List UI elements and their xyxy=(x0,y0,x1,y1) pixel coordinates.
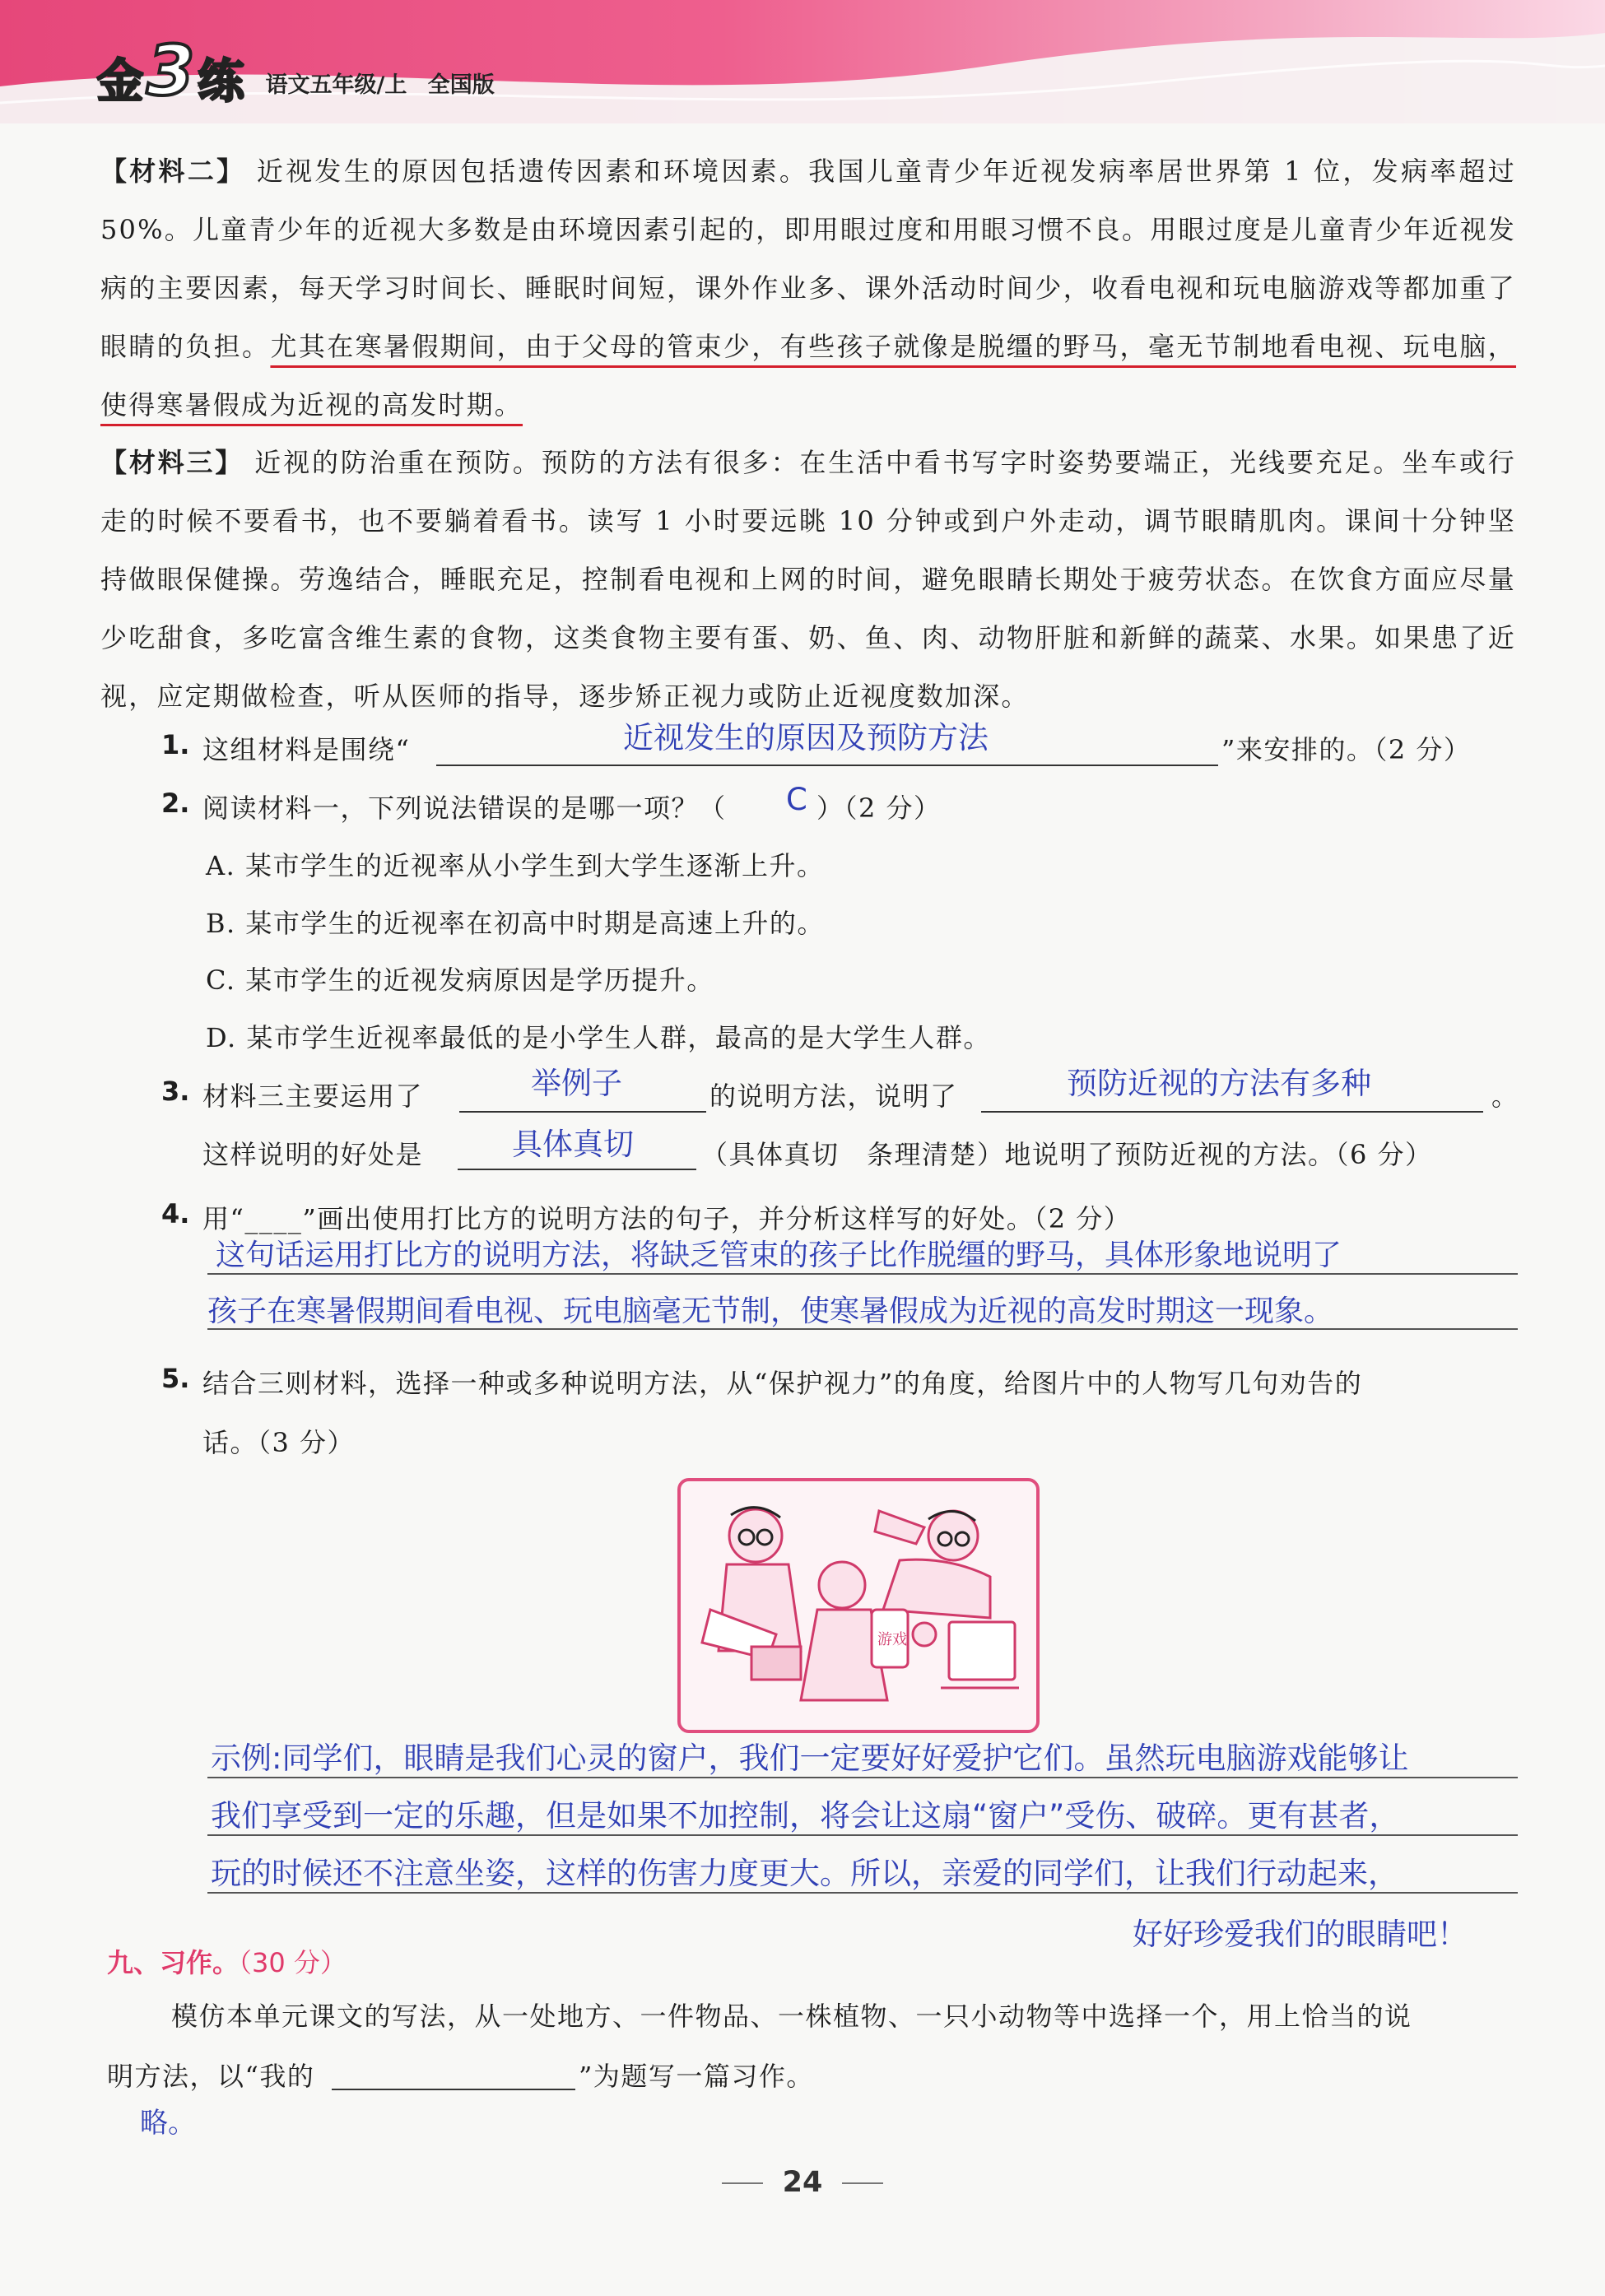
q2-stem: 阅读材料一，下列说法错误的是哪一项？（ xyxy=(202,792,727,824)
section-nine-title: 九、习作。 xyxy=(107,1947,240,1978)
q5-stem-line2: 话。（3 分） xyxy=(202,1427,356,1458)
q2-option-b: B. 某市学生的近视率在初高中时期是高速上升的。 xyxy=(206,908,825,939)
brand-logo xyxy=(97,30,508,111)
q3-line2-a: 这样说明的好处是 xyxy=(202,1139,424,1170)
q3-method-answer: 举例子 xyxy=(531,1066,622,1101)
q1-handwritten-answer: 近视发生的原因及预防方法 xyxy=(623,720,989,755)
material-two-label: 【材料二】 xyxy=(100,156,246,187)
q3-content-blank[interactable] xyxy=(981,1111,1483,1113)
section-nine-points: （30 分） xyxy=(239,1947,347,1978)
q3-benefit-blank[interactable] xyxy=(458,1169,696,1170)
material-three-text: 近视的防治重在预防。预防的方法有很多：在生活中看书写字时姿势要端正，光线要充足。坐车或行走的时候不要看书，也不要躺着看书。读写 1 小时要远眺 10 分钟或到户外走动，调节眼睛肌肉。课间十分钟坚持做眼保健操。劳逸结合，睡眠充足，控制看电视和上网的时间，避免眼睛长期处于疲劳状态。在饮食方面应尽量少吃甜食，多吃富含维生素的食物，这类食物主要有蛋、奶、鱼、肉、动物肝脏和新鲜的蔬菜、水果。如果患了近视，应定期做检查，听从医师的指导，逐步矫正视力或防止近视度数加深。 xyxy=(100,447,1516,712)
q5-number: 5. xyxy=(161,1363,190,1394)
q4-answer-line-2: 孩子在寒暑假期间看电视、玩电脑毫无节制，使寒暑假成为近视的高发时期这一现象。 xyxy=(207,1294,1334,1328)
brand-char-left: 金 xyxy=(97,55,143,109)
brand-number: 3 xyxy=(147,30,195,111)
q5-answer-line-3: 玩的时候还不注意坐姿，这样的伤害力度更大。所以，亲爱的同学们，让我们行动起来， xyxy=(211,1856,1398,1891)
q5-answer-rule-3 xyxy=(207,1892,1518,1894)
page-number-value: 24 xyxy=(782,2166,823,2199)
material-three xyxy=(100,434,1516,726)
page-number-dash-right xyxy=(842,2182,883,2184)
q2-option-c: C. 某市学生的近视发病原因是学历提升。 xyxy=(206,964,714,996)
q5-answer-rule-2 xyxy=(207,1834,1518,1836)
q2-handwritten-answer: C xyxy=(786,782,807,817)
q2-option-a: A. 某市学生的近视率从小学生到大学生逐渐上升。 xyxy=(206,850,825,881)
q3-content-answer: 预防近视的方法有多种 xyxy=(1067,1066,1371,1101)
q3-method-blank[interactable] xyxy=(459,1111,706,1113)
section-nine-heading xyxy=(107,1942,347,1980)
q5-answer-line-1: 示例:同学们，眼睛是我们心灵的窗户，我们一定要好好爱护它们。虽然玩电脑游戏能够让 xyxy=(211,1741,1409,1776)
q2-stem-end: ）（2 分） xyxy=(816,792,942,824)
q2-number: 2. xyxy=(161,788,190,819)
q3-part1: 材料三主要运用了 xyxy=(202,1081,424,1112)
edition-label: 全国版 xyxy=(427,72,495,98)
q5-stem-line1: 结合三则材料，选择一种或多种说明方法，从“保护视力”的角度，给图片中的人物写几句劝告的 xyxy=(202,1368,1363,1399)
q3-part3: 。 xyxy=(1491,1081,1519,1112)
q1-blank[interactable] xyxy=(436,765,1218,766)
q4-answer-line-1: 这句话运用打比方的说明方法，将缺乏管束的孩子比作脱缰的野马，具体形象地说明了 xyxy=(216,1239,1342,1272)
q1-number: 1. xyxy=(161,729,190,760)
q5-answer-rule-1 xyxy=(207,1777,1518,1778)
essay-prompt-line1: 模仿本单元课文的写法，从一处地方、一件物品、一株植物、一只小动物等中选择一个，用上恰当的说 xyxy=(171,2001,1412,2032)
q4-answer-rule-2 xyxy=(207,1328,1518,1330)
q5-answer-line-2: 我们享受到一定的乐趣，但是如果不加控制，将会让这扇“窗户”受伤、破碎。更有甚者， xyxy=(211,1798,1400,1834)
book-subtitle xyxy=(265,67,507,99)
brand-char-right: 练 xyxy=(198,55,244,109)
q3-part2: 的说明方法，说明了 xyxy=(709,1081,958,1112)
q3-number: 3. xyxy=(161,1076,190,1107)
material-two-text: 近视发生的原因包括遗传因素和环境因素。我国儿童青少年近视发病率居世界第 1 位，发病率超过 50%。儿童青少年的近视大多数是由环境因素引起的，即用眼过度和用眼习惯不良。用眼过度是儿童青少年近视发病的主要因素，每天学习时间长、睡眠时间短，课外作业多、课外活动时间少，收看电视和玩电脑游戏等都加重了眼睛的负担。 xyxy=(100,156,1516,362)
q3-line2-b: （具体真切 条理清楚）地说明了预防近视的方法。（6 分） xyxy=(701,1139,1433,1170)
essay-title-blank[interactable] xyxy=(332,2089,575,2090)
simile-sentence-underlined: 尤其在寒暑假期间，由于父母的管束少，有些孩子就像是脱缰的野马，毫无节制地看电视、玩电脑，使得寒暑假成为近视的高发时期。 xyxy=(100,331,1517,421)
q4-answer-rule-1 xyxy=(207,1273,1518,1275)
essay-answer: 略。 xyxy=(140,2107,196,2140)
page-number-dash-left xyxy=(722,2182,763,2184)
q2-option-d: D. 某市学生近视率最低的是小学生人群，最高的是大学生人群。 xyxy=(206,1022,991,1053)
q5-answer-line-4: 好好珍爱我们的眼睛吧！ xyxy=(1133,1917,1468,1952)
q4-stem: 用“____”画出使用打比方的说明方法的句子，并分析这样写的好处。（2 分） xyxy=(202,1203,1132,1234)
game-sign-text: 游戏 xyxy=(877,1631,907,1648)
q3-benefit-answer: 具体真切 xyxy=(512,1127,634,1162)
essay-prompt-line2-b: ”为题写一篇习作。 xyxy=(579,2061,814,2092)
q4-number: 4. xyxy=(161,1198,190,1229)
material-three-label: 【材料三】 xyxy=(100,447,244,478)
q1-stem-after: ”来安排的。（2 分） xyxy=(1221,734,1472,765)
material-two xyxy=(100,142,1516,435)
kids-playing-illustration xyxy=(677,1478,1040,1733)
essay-prompt-line2-a: 明方法，以“我的 xyxy=(107,2061,315,2092)
page-header xyxy=(0,0,1605,123)
page-number xyxy=(0,2166,1605,2199)
subject-label: 语文五年级/上 xyxy=(265,72,407,98)
q1-stem-before: 这组材料是围绕“ xyxy=(202,734,411,765)
